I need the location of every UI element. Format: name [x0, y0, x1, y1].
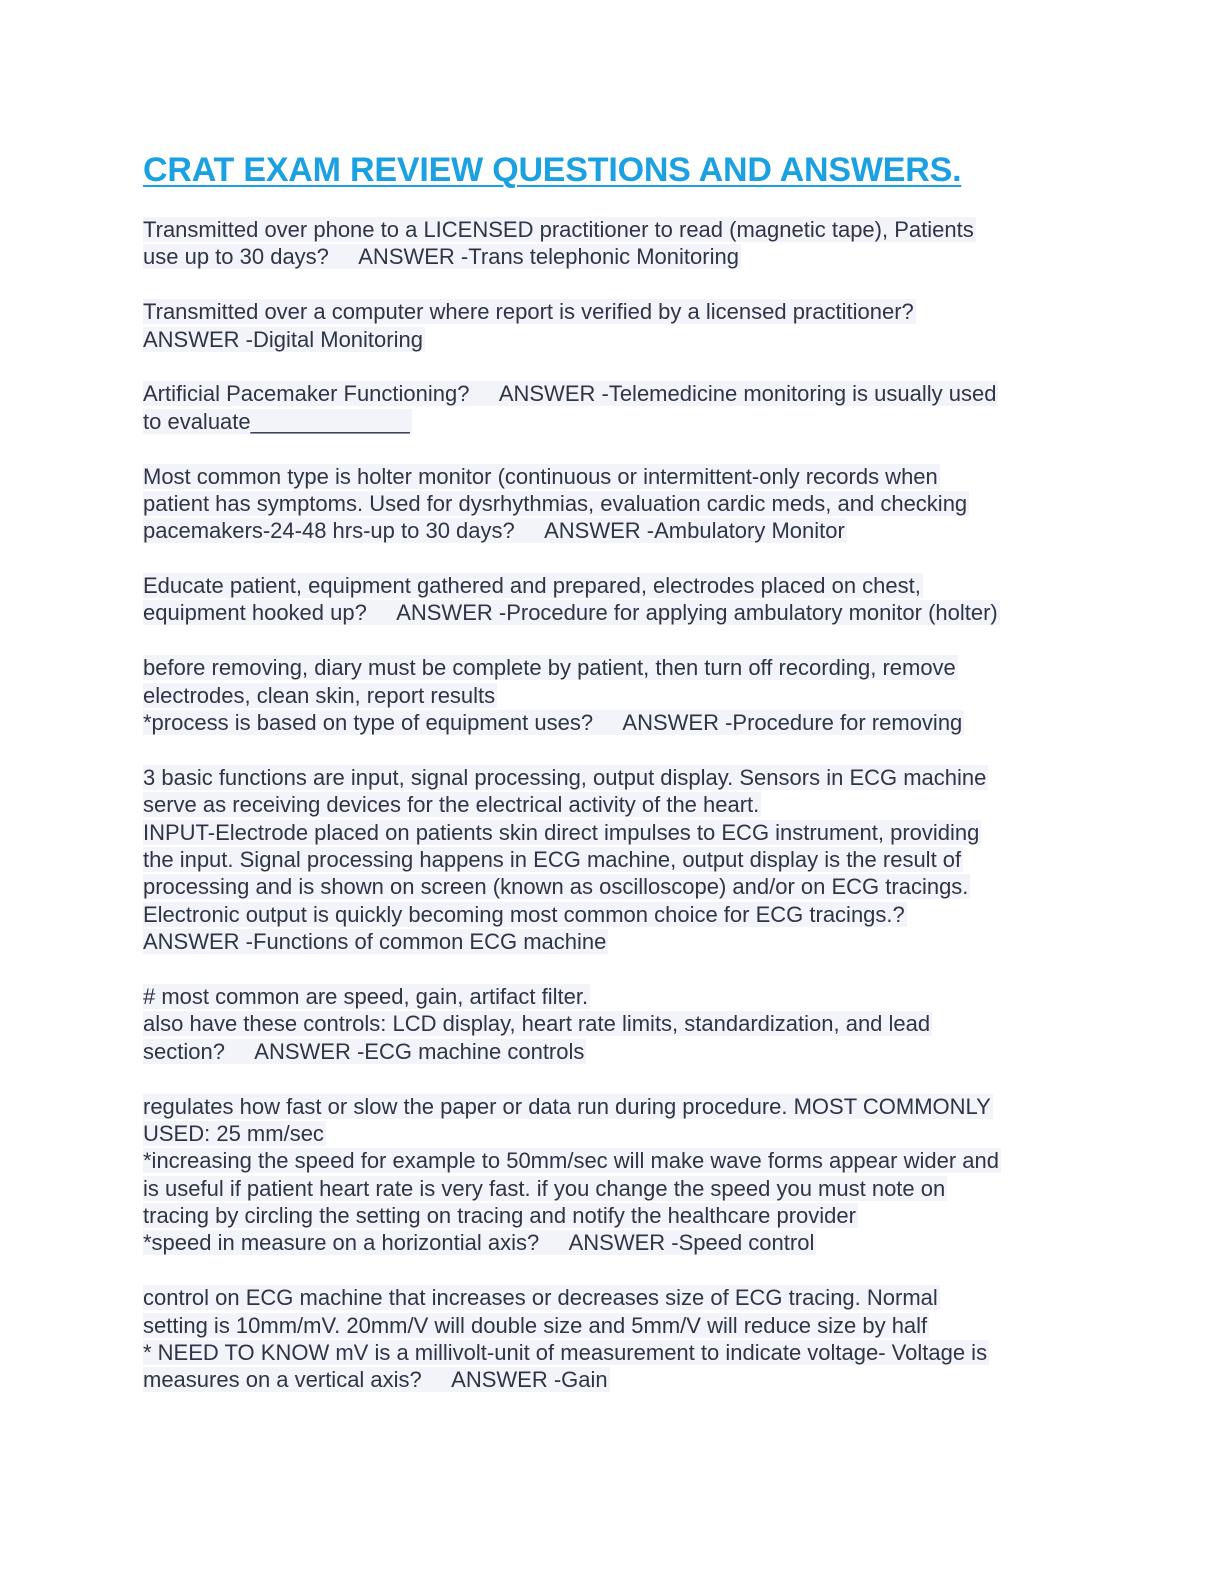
- qa-text: pacemakers-24-48 hrs-up to 30 days? ANSWER -Ambulatory Monitor: [143, 518, 845, 544]
- qa-item: [143, 1093, 1083, 1257]
- qa-text-line: [143, 819, 1083, 846]
- qa-text-line: [143, 764, 1083, 791]
- qa-text-line: [143, 1093, 1083, 1120]
- qa-text-line: [143, 1147, 1083, 1174]
- qa-text: patient has symptoms. Used for dysrhythmias, evaluation cardic meds, and checking: [143, 490, 968, 516]
- qa-text: INPUT-Electrode placed on patients skin direct impulses to ECG instrument, providing: [143, 819, 980, 845]
- qa-text-line: [143, 873, 1083, 900]
- qa-text-line: [143, 1175, 1083, 1202]
- qa-text-line: [143, 901, 1083, 928]
- qa-item: [143, 463, 1083, 545]
- qa-item: [143, 380, 1083, 435]
- qa-text-line: [143, 791, 1083, 818]
- qa-text: measures on a vertical axis? ANSWER -Gain: [143, 1367, 608, 1393]
- qa-text: section? ANSWER -ECG machine controls: [143, 1038, 585, 1064]
- qa-text-line: [143, 1202, 1083, 1229]
- qa-text: Transmitted over phone to a LICENSED practitioner to read (magnetic tape), Patients: [143, 217, 974, 242]
- qa-item: [143, 764, 1083, 956]
- qa-text-line: [143, 1038, 1083, 1065]
- qa-text: *speed in measure on a horizontial axis? ANSWER -Speed control: [143, 1230, 815, 1256]
- qa-text-line: [143, 1120, 1083, 1147]
- qa-text: USED: 25 mm/sec: [143, 1120, 324, 1146]
- qa-text: Electronic output is quickly becoming most common choice for ECG tracings.?: [143, 901, 905, 927]
- qa-text: Transmitted over a computer where report is verified by a licensed practitioner?: [143, 299, 914, 325]
- qa-text-line: [143, 572, 1083, 599]
- qa-text-line: [143, 490, 1083, 517]
- qa-text-line: [143, 928, 1083, 955]
- qa-text: use up to 30 days? ANSWER -Trans telephonic Monitoring: [143, 244, 739, 270]
- qa-text: electrodes, clean skin, report results: [143, 682, 496, 708]
- qa-text-line: [143, 298, 1083, 325]
- qa-text-line: [143, 326, 1083, 353]
- qa-text-line: [143, 1229, 1083, 1256]
- qa-text: to evaluate_____________: [143, 408, 410, 434]
- qa-text: ANSWER -Digital Monitoring: [143, 326, 423, 352]
- qa-text-line: [143, 654, 1083, 681]
- qa-text-line: [143, 380, 1083, 407]
- qa-text: * NEED TO KNOW mV is a millivolt-unit of measurement to indicate voltage- Voltage is: [143, 1340, 988, 1366]
- qa-text: the input. Signal processing happens in ECG machine, output display is the result of: [143, 846, 962, 872]
- qa-text-line: [143, 1284, 1083, 1311]
- qa-text: Educate patient, equipment gathered and prepared, electrodes placed on chest,: [143, 573, 921, 599]
- qa-text-line: [143, 846, 1083, 873]
- qa-text: Most common type is holter monitor (continuous or intermittent-only records when: [143, 463, 938, 489]
- qa-text: serve as receiving devices for the electrical activity of the heart.: [143, 792, 760, 818]
- qa-item: [143, 216, 1083, 271]
- document-title: CRAT EXAM REVIEW QUESTIONS AND ANSWERS.: [143, 151, 962, 189]
- qa-text: equipment hooked up? ANSWER -Procedure for applying ambulatory monitor (holter): [143, 600, 998, 626]
- qa-text-line: [143, 463, 1083, 490]
- qa-item: [143, 654, 1083, 736]
- qa-text-line: [143, 709, 1083, 736]
- qa-text-line: [143, 983, 1083, 1010]
- qa-text: # most common are speed, gain, artifact filter.: [143, 983, 589, 1009]
- qa-text-line: [143, 408, 1083, 435]
- qa-text-line: [143, 517, 1083, 544]
- qa-text-line: [143, 216, 1083, 243]
- qa-text: 3 basic functions are input, signal processing, output display. Sensors in ECG machine: [143, 764, 987, 790]
- qa-item: [143, 572, 1083, 627]
- qa-text: ANSWER -Functions of common ECG machine: [143, 929, 607, 955]
- qa-text: is useful if patient heart rate is very fast. if you change the speed you must note on: [143, 1175, 946, 1201]
- qa-text: setting is 10mm/mV. 20mm/V will double size and 5mm/V will reduce size by half: [143, 1312, 928, 1338]
- qa-item: [143, 298, 1083, 353]
- qa-text: *process is based on type of equipment uses? ANSWER -Procedure for removing: [143, 710, 963, 736]
- qa-item: [143, 983, 1083, 1065]
- qa-text: regulates how fast or slow the paper or data run during procedure. MOST COMMONLY: [143, 1093, 991, 1119]
- qa-text-line: [143, 1010, 1083, 1037]
- qa-text-line: [143, 1312, 1083, 1339]
- qa-text-line: [143, 1366, 1083, 1393]
- qa-list: [143, 216, 1083, 1421]
- qa-text: processing and is shown on screen (known as oscilloscope) and/or on ECG tracings.: [143, 874, 969, 900]
- qa-text-line: [143, 599, 1083, 626]
- qa-text-line: [143, 1339, 1083, 1366]
- qa-text-line: [143, 243, 1083, 270]
- qa-text: before removing, diary must be complete by patient, then turn off recording, remove: [143, 655, 956, 681]
- qa-text: Artificial Pacemaker Functioning? ANSWER -Telemedicine monitoring is usually used: [143, 381, 997, 407]
- qa-text-line: [143, 682, 1083, 709]
- qa-text: control on ECG machine that increases or decreases size of ECG tracing. Normal: [143, 1285, 938, 1311]
- qa-item: [143, 1284, 1083, 1394]
- qa-text: tracing by circling the setting on tracing and notify the healthcare provider: [143, 1203, 856, 1229]
- qa-text: *increasing the speed for example to 50mm/sec will make wave forms appear wider and: [143, 1148, 999, 1174]
- qa-text: also have these controls: LCD display, heart rate limits, standardization, and lead: [143, 1011, 931, 1037]
